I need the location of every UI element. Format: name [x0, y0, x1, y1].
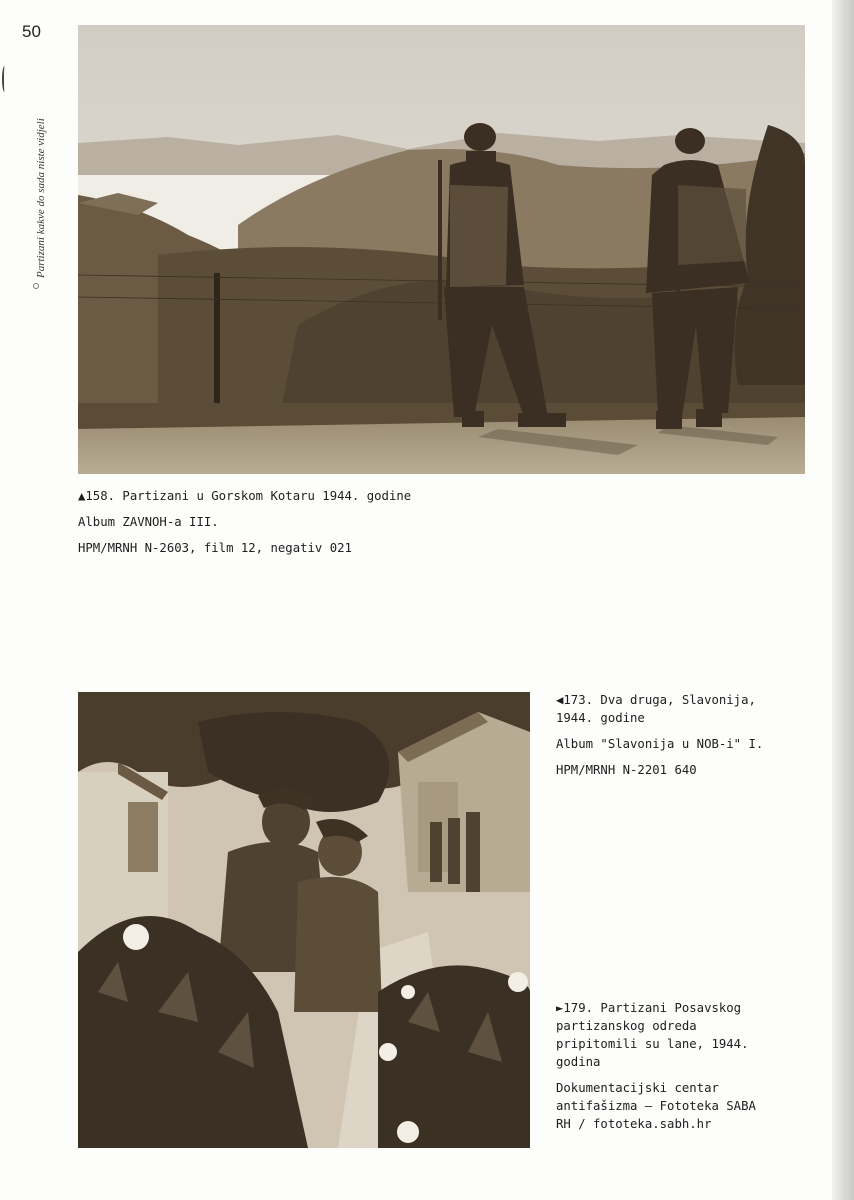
page-edge-mark: [2, 66, 7, 92]
caption-title-line-1: ►179. Partizani Posavskog: [556, 1001, 742, 1015]
caption-archive: HPM/MRNH N-2201 640: [556, 763, 697, 777]
page-spine-shadow: [832, 0, 854, 1200]
caption-title-line-3: pripitomili su lane, 1944.: [556, 1037, 749, 1051]
caption-title-line-4: godina: [556, 1055, 601, 1069]
caption-source-line-2: antifašizma – Fototeka SABA: [556, 1099, 756, 1113]
caption-archive: HPM/MRNH N-2603, film 12, negativ 021: [78, 541, 352, 555]
caption-title-line-1: ◀173. Dva druga, Slavonija,: [556, 693, 756, 707]
running-head: Partizani kakve do sada niste vidjeli: [35, 118, 47, 278]
running-head-bullet: [33, 283, 39, 289]
caption-source-line-1: Dokumentacijski centar: [556, 1081, 719, 1095]
caption-title: ▲158. Partizani u Gorskom Kotaru 1944. godine: [78, 489, 412, 503]
caption-photo-179: [556, 999, 756, 1133]
photo-two-comrades-slavonia: [78, 692, 530, 1148]
caption-title-line-2: partizanskog odreda: [556, 1019, 697, 1033]
photo-partisans-gorski-kotar: [78, 25, 805, 474]
caption-photo-173: [556, 691, 763, 779]
caption-title-line-2: 1944. godine: [556, 711, 645, 725]
caption-photo-158: [78, 487, 411, 565]
caption-album: Album "Slavonija u NOB-i" I.: [556, 737, 764, 751]
page-number: 50: [22, 22, 41, 41]
caption-album: Album ZAVNOH-a III.: [78, 515, 219, 529]
caption-source-line-3: RH / fototeka.sabh.hr: [556, 1117, 712, 1131]
